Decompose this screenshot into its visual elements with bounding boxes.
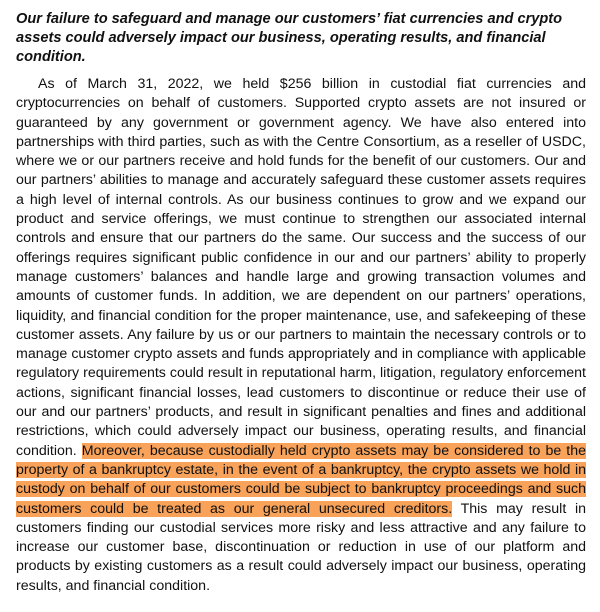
paragraph-text-continued: This may result in customers finding our custodial services more risky and less attractive and any failure to increase our customer base, discontinuation or reduction in use of our platform and products by existing customers as a result could adversely impact our business, operating results, and financial condition.: [16, 500, 586, 594]
next-paragraph-cutoff: [16, 600, 586, 612]
highlighted-text: Moreover, because custodially held crypto assets may be considered to be the property of a bankruptcy estate, in the event of a bankruptcy, the crypto assets we hold in custody on behalf of our customers could be subject to bankruptcy proceedings and such customers could be treated as our general unsecured creditors.: [16, 442, 586, 517]
section-heading: Our failure to safeguard and manage our customers’ fiat currencies and crypto assets could adversely impact our business, operating results, and financial condition.: [16, 11, 563, 65]
paragraph-text: As of March 31, 2022, we held $256 billion in custodial fiat currencies and cryptocurrencies on behalf of customers. Supported crypto assets are not insured or guaranteed by any government or government agency. We have also entered into partnerships with third parties, such as with the Centre Consortium, as a reseller of USDC, where we or our partners receive and hold funds for the benefit of our customers. Our and our partners’ abilities to manage and accurately safeguard these customer assets requires a high level of internal controls. As our business continues to grow and we expand our product and service offerings, we must continue to strengthen our associated internal controls and ensure that our partners do the same. Our success and the success of our offerings requires significant public confidence in our and our partners’ ability to properly manage customers’ balances and handle large and growing transaction volumes and amounts of customer funds. In addition, we are dependent on our partners’ operations, liquidity, and financial condition for the proper maintenance, use, and safekeeping of these customer assets. Any failure by us or our partners to maintain the necessary controls or to manage customer crypto assets and funds appropriately and in compliance with applicable regulatory requirements could result in reputational harm, litigation, regulatory enforcement actions, significant financial losses, lead customers to discontinue or reduce their use of our and our partners’ products, and result in significant penalties and fines and additional restrictions, which could adversely impact our business, operating results, and financial condition.: [16, 76, 586, 459]
body-paragraph: [16, 75, 586, 596]
